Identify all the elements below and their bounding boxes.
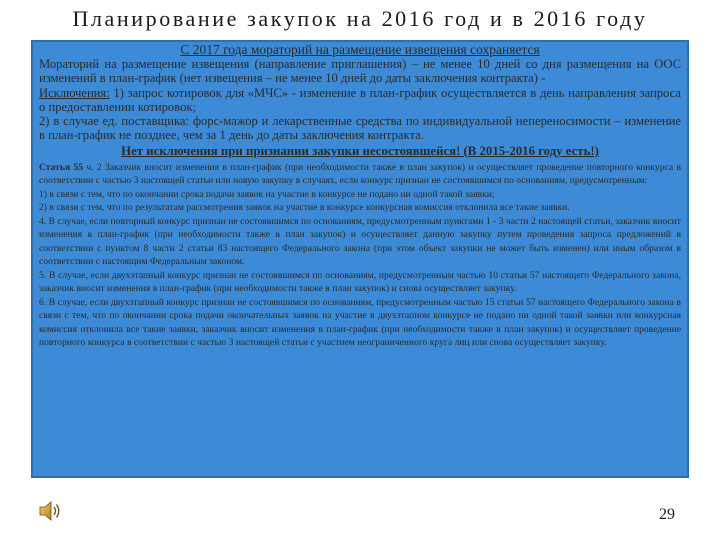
no-exception-subheading: Нет исключения при признании закупки несостоявшейся! (В 2015-2016 году есть!) <box>121 143 599 158</box>
sole-supplier-paragraph: 2) в случае ед. поставщика: форс-мажор и лекарственные средства по индивидуальной непереносимости – изменение в план-график не позднее, чем за 1 день до даты заключения контракта. <box>39 114 681 143</box>
page-number: 29 <box>659 506 675 523</box>
exceptions-label: Исключения: <box>39 85 110 100</box>
law-item-2: 2) в связи с тем, что по результатам рассмотрения заявок на участие в конкурсе конкурсная комиссия отклонила все такие заявки. <box>39 202 570 214</box>
speaker-icon[interactable] <box>37 498 63 524</box>
moratorium-paragraph: Мораторий на размещение извещения (направление приглашения) – не менее 10 дней со дня размещения на ООС изменений в план-график (нет извещения – не менее 10 дней до даты заключения контракта) - <box>39 57 681 86</box>
law-article-label: Статья 55 <box>39 161 84 173</box>
moratorium-text <box>39 57 681 143</box>
moratorium-heading: С 2017 года мораторий на размещение извещения сохраняется <box>180 42 540 57</box>
law-excerpt <box>39 161 681 350</box>
exceptions-paragraph <box>39 86 681 115</box>
law-paragraph <box>39 161 681 188</box>
law-part-4: 4. В случае, если повторный конкурс признан не состоявшимся по основаниям, предусмотренным пунктами 1 - 3 части 2 настоящей статьи, заказчик вносит изменения в план-график (при необходимости также в план закупок) и осуществляет данную закупку путем проведения запроса предложений в соответствии с пунктом 8 части 2 статьи 83 настоящего Федерального закона (при этом объект закупки не может быть изменен) или иным образом в соответствии с настоящим Федеральным законом. <box>39 215 681 268</box>
law-part-5: 5. В случае, если двухэтапный конкурс признан не состоявшимся по основаниям, предусмотренным частью 10 статьи 57 настоящего Федерального закона, заказчик вносит изменения в план-график (при необходимости также в план закупок) и снова осуществляет закупку. <box>39 269 681 295</box>
slide-title: Планирование закупок на 2016 год и в 2016 году <box>72 6 648 31</box>
law-paragraph-text: ч. 2 Заказчик вносит изменения в план-график (при необходимости также в план закупок) и осуществляет проведение повторного конкурса в соответствии с частью 3 настоящей статьи или новую закупку в случаях, если конкурс признан не состоявшимся по основаниям, предусмотренным: <box>39 161 681 187</box>
exceptions-text: 1) запрос котировок для «МЧС» - изменение в план-график осуществляется в день направления запроса о предоставлении котировок; <box>39 85 681 114</box>
speaker-icon-graphic <box>37 498 63 524</box>
law-item-1: 1) в связи с тем, что по окончании срока подачи заявок на участие в конкурсе не подано ни одной такой заявки; <box>39 188 495 200</box>
law-part-6: 6. В случае, если двухэтапный конкурс признан не состоявшимся по основаниям, предусмотренным частью 15 статьи 57 настоящего Федерального закона в связи с тем, что по окончании срока подачи окончательных заявок на участие в двухэтапном конкурсе не подано ни одной такой заявки или конкурсная комиссия отклонила все такие заявки, заказчик вносит изменения в план-график (при необходимости также в план закупок) и осуществляет проведение повторного конкурса в соответствии с частью 3 настоящей статьи с участием неограниченного круга лиц или снова осуществляет закупку. <box>39 296 681 349</box>
content-box <box>31 40 689 478</box>
